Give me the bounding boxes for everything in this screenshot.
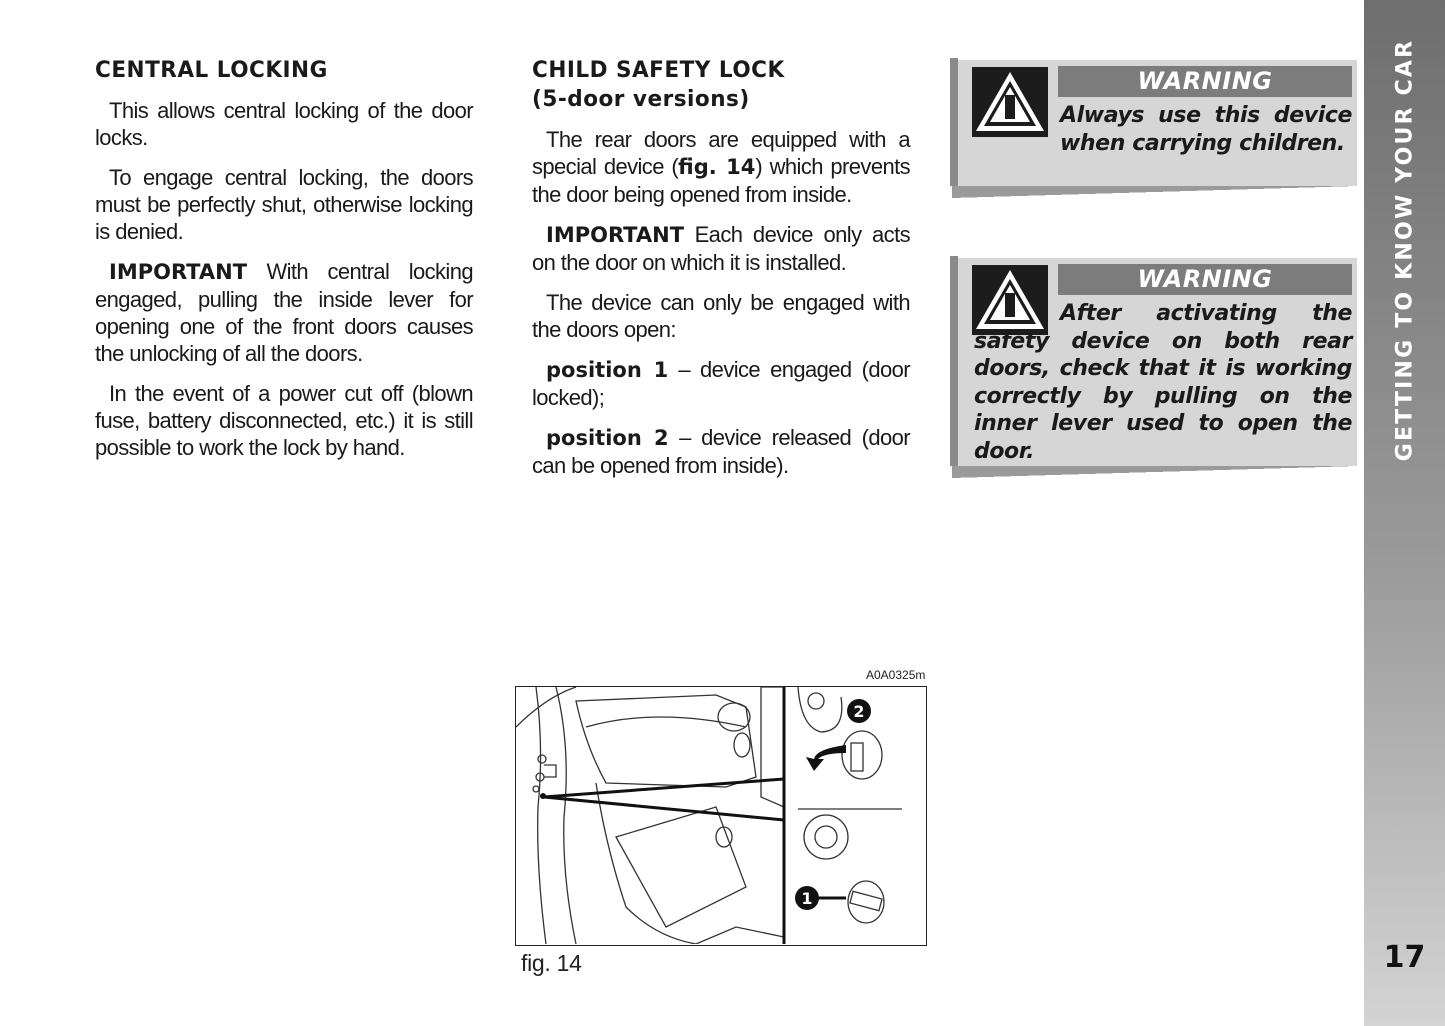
page-number: 17 bbox=[1383, 940, 1426, 975]
child-safety-heading-line2: (5-door versions) bbox=[532, 87, 750, 112]
figure-reference: fig. 14 bbox=[678, 155, 756, 179]
position-2-text bbox=[532, 424, 910, 479]
warning-title: WARNING bbox=[1058, 66, 1352, 97]
position-1-label: position 1 bbox=[546, 358, 669, 382]
door-lock-illustration bbox=[516, 687, 925, 944]
child-safety-p2-text: Each device only acts on the door on which it is installed. bbox=[532, 222, 910, 275]
position-2-desc: – device released (door can be opened from inside). bbox=[532, 425, 910, 478]
warning-title: WARNING bbox=[1058, 264, 1352, 295]
callout-2: 2 bbox=[853, 702, 865, 721]
central-locking-p1: This allows central locking of the door locks. bbox=[95, 98, 473, 150]
warning-text: After activating the safety device on both rear doors, check that it is working correctly by pulling on the inner lever used to open the door. bbox=[974, 301, 1352, 464]
warning-box-2 bbox=[952, 258, 1357, 466]
child-safety-heading bbox=[532, 56, 902, 114]
important-label: IMPORTANT bbox=[546, 223, 685, 247]
figure-illustration bbox=[515, 686, 927, 946]
position-2-label: position 2 bbox=[546, 426, 669, 450]
important-label: IMPORTANT bbox=[109, 260, 248, 284]
figure-caption: fig. 14 bbox=[521, 950, 582, 976]
chapter-title: GETTING TO KNOW YOUR CAR bbox=[1392, 38, 1418, 462]
central-locking-p4: In the event of a power cut off (blown fuse, battery disconnected, etc.) it is still possible to work the lock by hand. bbox=[95, 381, 473, 460]
child-safety-p1-b: ) which prevents the door being opened from inside. bbox=[532, 154, 910, 207]
central-locking-p3 bbox=[95, 258, 473, 367]
child-safety-section bbox=[532, 56, 910, 492]
warning-box-1 bbox=[952, 60, 1357, 186]
position-1-text bbox=[532, 356, 910, 411]
child-safety-p3: The device can only be engaged with the doors open: bbox=[532, 290, 910, 342]
warning-text: Always use this device when carrying children. bbox=[1060, 103, 1352, 156]
child-safety-heading-line1: CHILD SAFETY LOCK bbox=[532, 58, 785, 83]
figure-code: A0A0325m bbox=[866, 668, 926, 682]
central-locking-p2: To engage central locking, the doors must be perfectly shut, otherwise locking is denied. bbox=[95, 165, 473, 244]
central-locking-p3-text: With central locking engaged, pulling the inside lever for opening one of the front doors causes the unlocking of all the doors. bbox=[95, 259, 473, 366]
child-safety-p1-a: The rear doors are equipped with a special device ( bbox=[532, 127, 910, 179]
warning-triangle-icon bbox=[972, 67, 1048, 137]
child-safety-p1 bbox=[532, 126, 910, 208]
central-locking-section bbox=[95, 56, 473, 474]
position-1-desc: – device engaged (door locked); bbox=[532, 357, 910, 410]
callout-1: 1 bbox=[801, 889, 813, 908]
child-safety-p2 bbox=[532, 221, 910, 276]
central-locking-heading: CENTRAL LOCKING bbox=[95, 58, 328, 83]
